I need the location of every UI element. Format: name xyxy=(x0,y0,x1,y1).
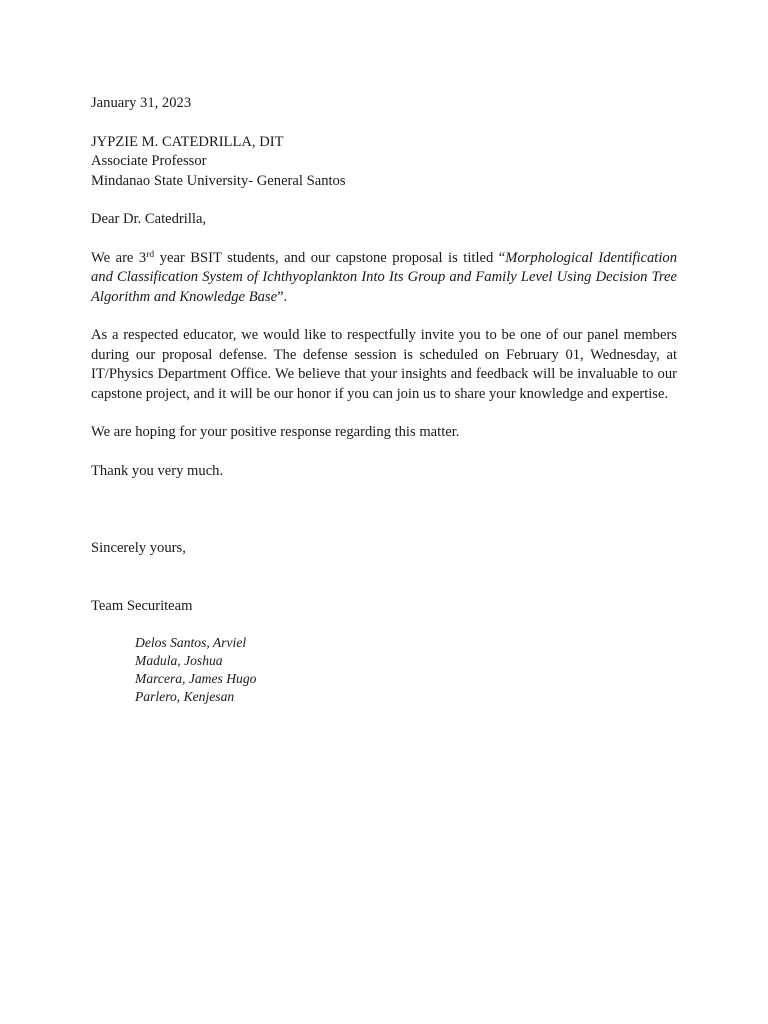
letter-page xyxy=(91,94,677,706)
member-list xyxy=(91,634,677,706)
team-name: Team Securiteam xyxy=(91,597,193,614)
intro-ordinal-suffix: rd xyxy=(146,249,155,260)
member-name: Madula, Joshua xyxy=(135,653,223,668)
recipient-position: Associate Professor xyxy=(91,153,207,169)
recipient-name: JYPZIE M. CATEDRILLA, DIT xyxy=(91,133,284,150)
proposal-title: Morphological Identification and Classification System of Ichthyoplankton Into Its Group and Family Level Using Decision Tree Algorithm and Knowledge Base xyxy=(91,249,677,305)
recipient-block xyxy=(91,133,677,192)
spacer xyxy=(91,559,677,597)
thanks-paragraph: Thank you very much. xyxy=(91,462,224,479)
letter-date: January 31, 2023 xyxy=(91,95,192,111)
intro-suffix: ”. xyxy=(277,288,288,305)
recipient-institution: Mindanao State University- General Santos xyxy=(91,172,346,189)
invitation-paragraph: As a respected educator, we would like to respectfully invite you to be one of our panel members during our proposal defense. The defense session is scheduled on February 01, Wednesday, at IT/Physics Department Office. We believe that your insights and feedback will be invaluable to our capstone project, and it will be our honor if you can join us to share your knowledge and expertise. xyxy=(91,327,677,402)
intro-middle: year BSIT students, and our capstone proposal is titled “ xyxy=(154,249,506,266)
member-name: Delos Santos, Arviel xyxy=(135,635,247,650)
member-name: Marcera, James Hugo xyxy=(135,671,257,686)
closing-line: Sincerely yours, xyxy=(91,540,186,556)
intro-prefix: We are 3 xyxy=(91,249,147,266)
spacer xyxy=(91,500,677,539)
member-name: Parlero, Kenjesan xyxy=(135,689,235,704)
salutation: Dear Dr. Catedrilla, xyxy=(91,211,207,227)
hope-paragraph: We are hoping for your positive response regarding this matter. xyxy=(91,424,460,440)
intro-paragraph xyxy=(91,249,677,308)
